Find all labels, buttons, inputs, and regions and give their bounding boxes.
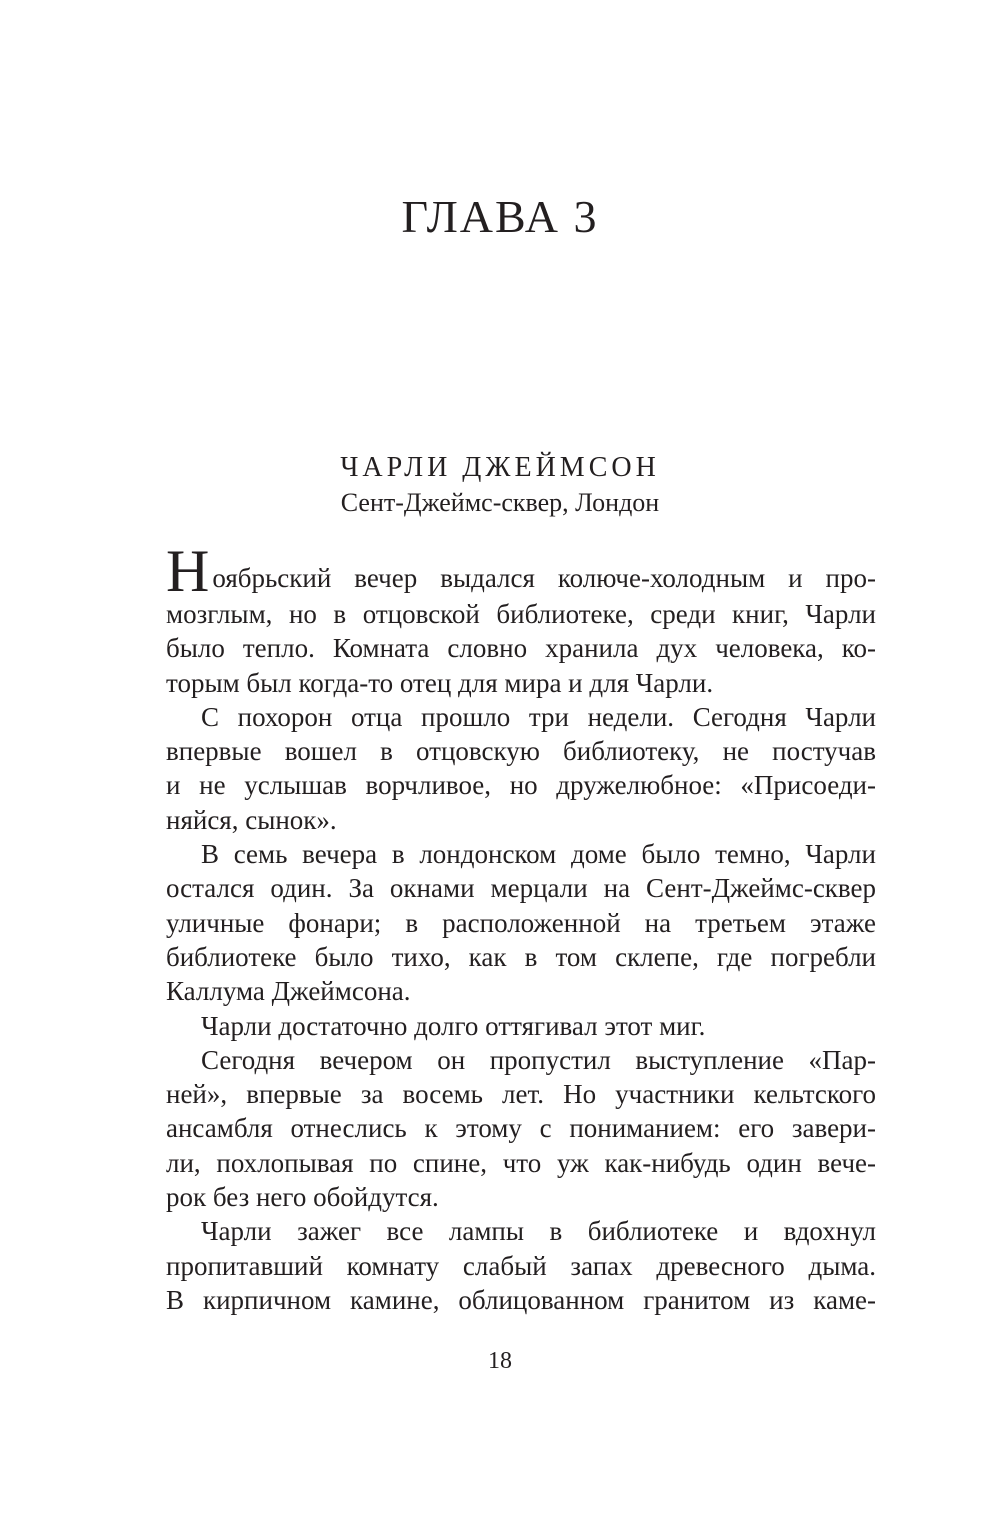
text-line: мозглым, но в отцовской библиотеке, среди книг, Чарли — [166, 599, 876, 629]
text-line: ансамбля отнеслись к этому с пониманием: его завери- — [166, 1113, 876, 1144]
text-line: ли, похлопывая по спине, что уж как-нибудь один вече- — [166, 1147, 876, 1178]
text-line: няйся, сынок». — [166, 804, 337, 835]
text-line: рок без него обойдутся. — [166, 1182, 439, 1213]
text-line: уличные фонари; в расположенной на третьем этаже — [166, 907, 876, 938]
text-line: было тепло. Комната словно хранила дух человека, ко- — [166, 633, 876, 664]
first-line — [166, 538, 876, 604]
text-line: Сегодня вечером он пропустил выступление «Пар- — [201, 1044, 876, 1075]
text-line: и не услышав ворчливое, но дружелюбное: «Присоеди- — [166, 770, 876, 801]
text-line: пропитавший комнату слабый запах древесного дыма. — [166, 1250, 876, 1281]
text-line: библиотеке было тихо, как в том склепе, где погребли — [166, 941, 876, 972]
text-line: остался один. За окнами мерцали на Сент-Джеймс-сквер — [166, 873, 876, 904]
text-line: В кирпичном камине, облицованном гранитом из каме- — [166, 1284, 876, 1315]
text-line: торым был когда-то отец для мира и для Чарли. — [166, 667, 714, 698]
text-line: Каллума Джеймсона. — [166, 976, 411, 1007]
text-line: ней», впервые за восемь лет. Но участники кельтского — [166, 1079, 876, 1110]
text-line: В семь вечера в лондонском доме было темно, Чарли — [201, 839, 876, 870]
drop-cap: Н — [166, 538, 210, 604]
page-number: 18 — [488, 1348, 512, 1374]
body-text — [166, 538, 876, 1317]
section-character-heading: ЧАРЛИ ДЖЕЙМСОН — [340, 452, 660, 483]
text-line: впервые вошел в отцовскую библиотеку, не постучав — [166, 736, 876, 767]
text-line: оябрьский вечер выдался колюче-холодным и про- — [212, 562, 876, 593]
chapter-title: ГЛАВА 3 — [401, 191, 599, 242]
text-line: Чарли зажег все лампы в библиотеке и вдохнул — [201, 1216, 876, 1247]
section-location-subheading: Сент-Джеймс-сквер, Лондон — [340, 488, 660, 517]
text-line: Чарли достаточно долго оттягивал этот миг. — [201, 1010, 706, 1041]
text-line: С похорон отца прошло три недели. Сегодня Чарли — [201, 701, 876, 732]
